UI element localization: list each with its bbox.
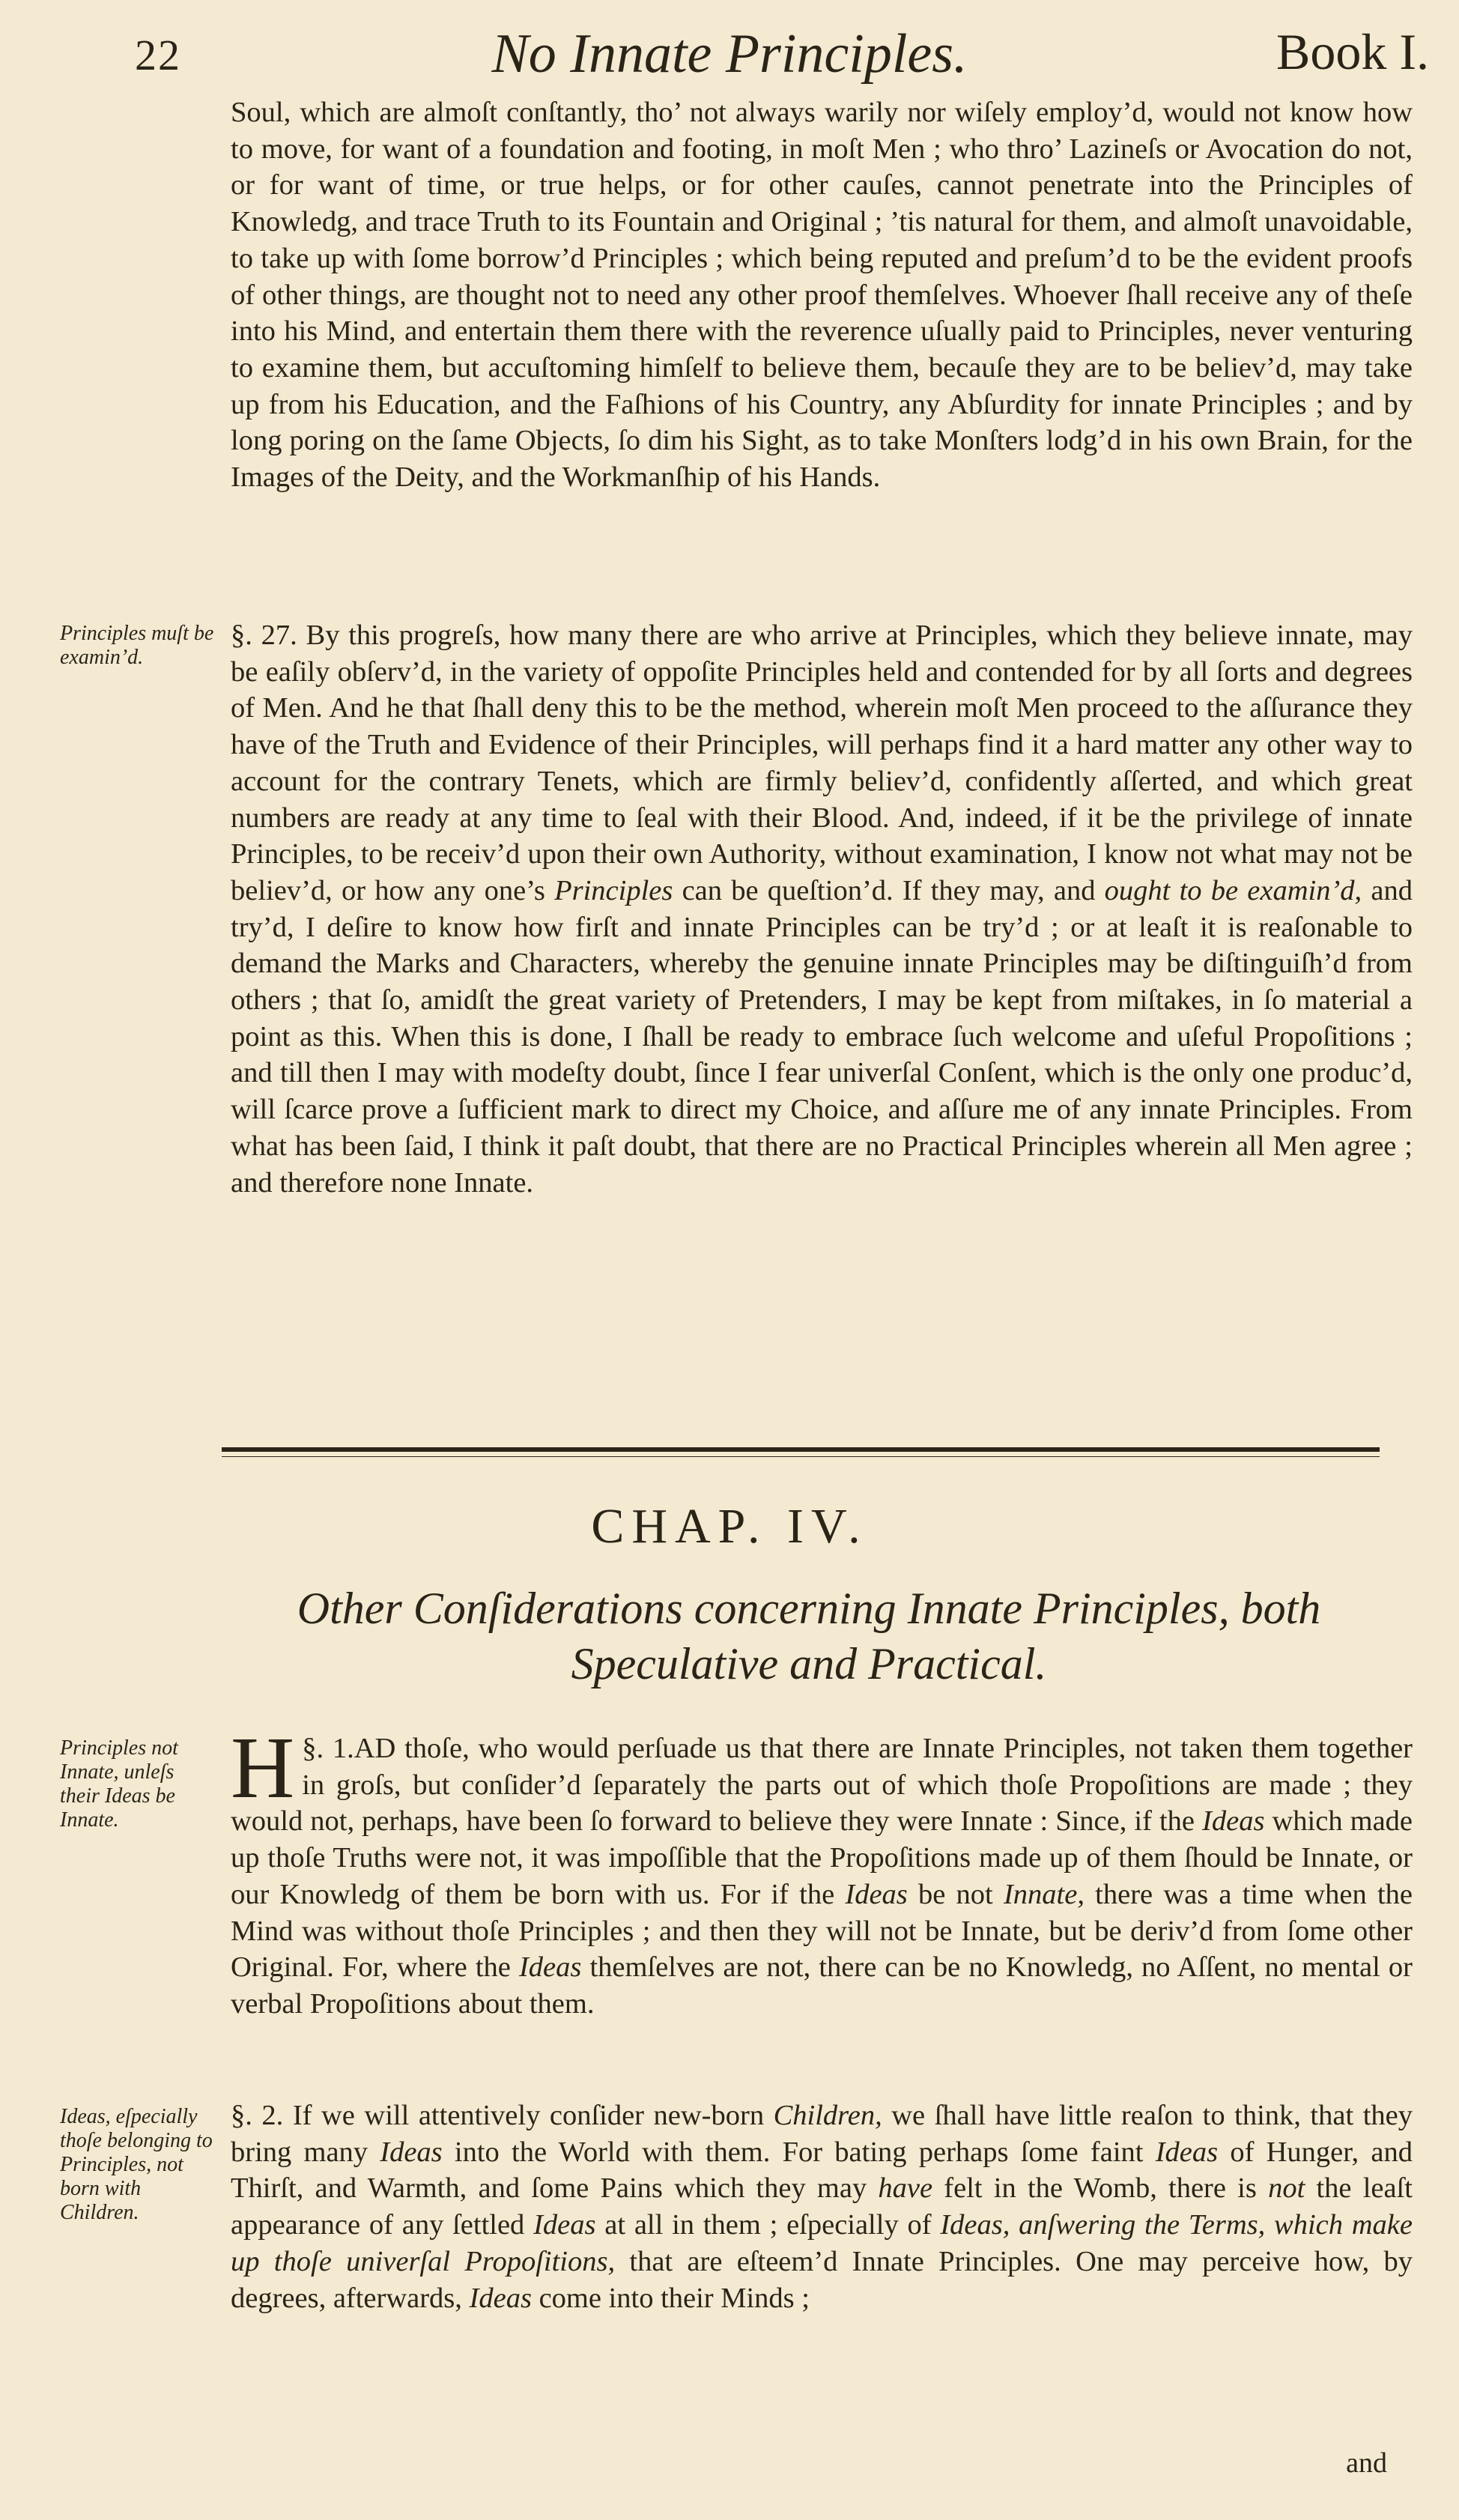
drop-cap: H xyxy=(231,1718,295,1817)
paragraph: §. 2. If we will attentively conſider new-born Children, we ſhall have little reaſon to think, that they bring many Ideas into the World with them. For bating perhaps ſome faint Ideas of Hunger, and Thirſt, and Warmth, and ſome Pains which they may have felt in the Womb, there is not the leaſt appearance of any ſettled Ideas at all in them ; eſpecially of Ideas, anſwering the Terms, which make up thoſe univerſal Propoſitions, that are eſteem’d Innate Principles. One may perceive how, by degrees, afterwards, Ideas come into their Minds ; xyxy=(231,2100,1413,2314)
section-number: §. 1. xyxy=(302,1733,354,1764)
book-label: Book I. xyxy=(1276,23,1429,80)
margin-note-section-2: Ideas, eſpecially thoſe belonging to Principles, not born with Children. xyxy=(60,2105,213,2224)
margin-note-section-1: Principles not Innate, unleſs their Ideas be Innate. xyxy=(60,1736,178,1832)
margin-note-section-27: Principles muſt be examin’d. xyxy=(60,622,214,669)
paragraph: §. 27. By this progreſs, how many there are who arrive at Principles, which they believe innate, may be eaſily obſerv’d, in the variety of oppoſite Principles held and contended for by all ſorts and degrees of Men. And he that ſhall deny this to be the method, wherein moſt Men proceed to the aſſurance they have of the Truth and Evidence of their Principles, will perhaps find it a hard matter any other way to account for the contrary Tenets, which are firmly believ’d, confidently aſſerted, and which great numbers are ready at any time to ſeal with their Blood. And, indeed, if it be the privilege of innate Principles, to be receiv’d upon their own Authority, without examination, I know not what may not be believ’d, or how any one’s Principles can be queſtion’d. If they may, and ought to be examin’d, and try’d, I deſire to know how firſt and innate Principles can be try’d ; or at leaſt it is reaſonable to demand the Marks and Characters, whereby the genuine innate Principles may be diſtinguiſh’d from others ; that ſo, amidſt the great variety of Pretenders, I may be kept from miſtakes, in ſo material a point as this. When this is done, I ſhall be ready to embrace ſuch welcome and uſeful Propoſitions ; and till then I may with modeſty doubt, ſince I fear univerſal Conſent, which is the only one produc’d, will ſcarce prove a ſufficient mark to direct my Choice, and aſſure me of any innate Principles. From what has been ſaid, I think it paſt doubt, that there are no Practical Principles wherein all Men agree ; and therefore none Innate. xyxy=(231,620,1413,1199)
chapter-subtitle: Other Conſiderations concerning Innate Principles, both Speculative and Practical. xyxy=(297,1584,1321,1688)
running-title: No Innate Principles. xyxy=(491,23,968,85)
section-27 xyxy=(231,617,1413,1201)
catchword: and xyxy=(1346,2447,1387,2479)
section-2 xyxy=(231,2098,1413,2316)
running-header xyxy=(0,22,1459,90)
paragraph: Soul, which are almoſt conſtantly, tho’ not always warily nor wiſely employ’d, would not know how to move, for want of a foundation and footing, in moſt Men ; who thro’ Lazineſs or Avocation do not, or for want of time, or true helps, or for other cauſes, cannot penetrate into the Principles of Knowledg, and trace Truth to its Fountain and Original ; ’tis natural for them, and almoſt unavoidable, to take up with ſome borrow’d Principles ; which being reputed and preſum’d to be the evident proofs of other things, are thought not to need any other proof themſelves. Whoever ſhall receive any of theſe into his Mind, and entertain them there with the reverence uſually paid to Principles, never venturing to examine them, but accuſtoming himſelf to believe them, becauſe they are to be believ’d, may take up from his Education, and the Faſhions of his Country, any Abſurdity for innate Principles ; and by long poring on the ſame Objects, ſo dim his Sight, as to take Monſters lodg’d in his own Brain, for the Images of the Deity, and the Workmanſhip of his Hands. xyxy=(231,97,1413,494)
section-rule-thin xyxy=(222,1456,1380,1457)
page-number: 22 xyxy=(135,31,181,79)
section-rule xyxy=(222,1447,1380,1452)
section-1 xyxy=(231,1718,1413,2023)
paragraph: §. 1. H AD thoſe, who would perſuade us that there are Innate Principles, not taken them together in groſs, but conſider’d ſeparately the parts out of which thoſe Propoſitions are made ; they would not, perhaps, have been ſo forward to believe they were Innate : Since, if the Ideas which made up thoſe Truths were not, it was impoſſible that the Propoſitions made up of them ſhould be Innate, or our Knowledg of them be born with us. For if the Ideas be not Innate, there was a time when the Mind was without thoſe Principles ; and then they will not be Innate, but be deriv’d from ſome other Original. For, where the Ideas themſelves are not, there can be no Knowledg, no Aſſent, no mental or verbal Propoſitions about them. xyxy=(231,1718,1413,2020)
section-26-tail xyxy=(231,94,1413,496)
chapter-heading: CHAP. IV. xyxy=(591,1499,868,1554)
